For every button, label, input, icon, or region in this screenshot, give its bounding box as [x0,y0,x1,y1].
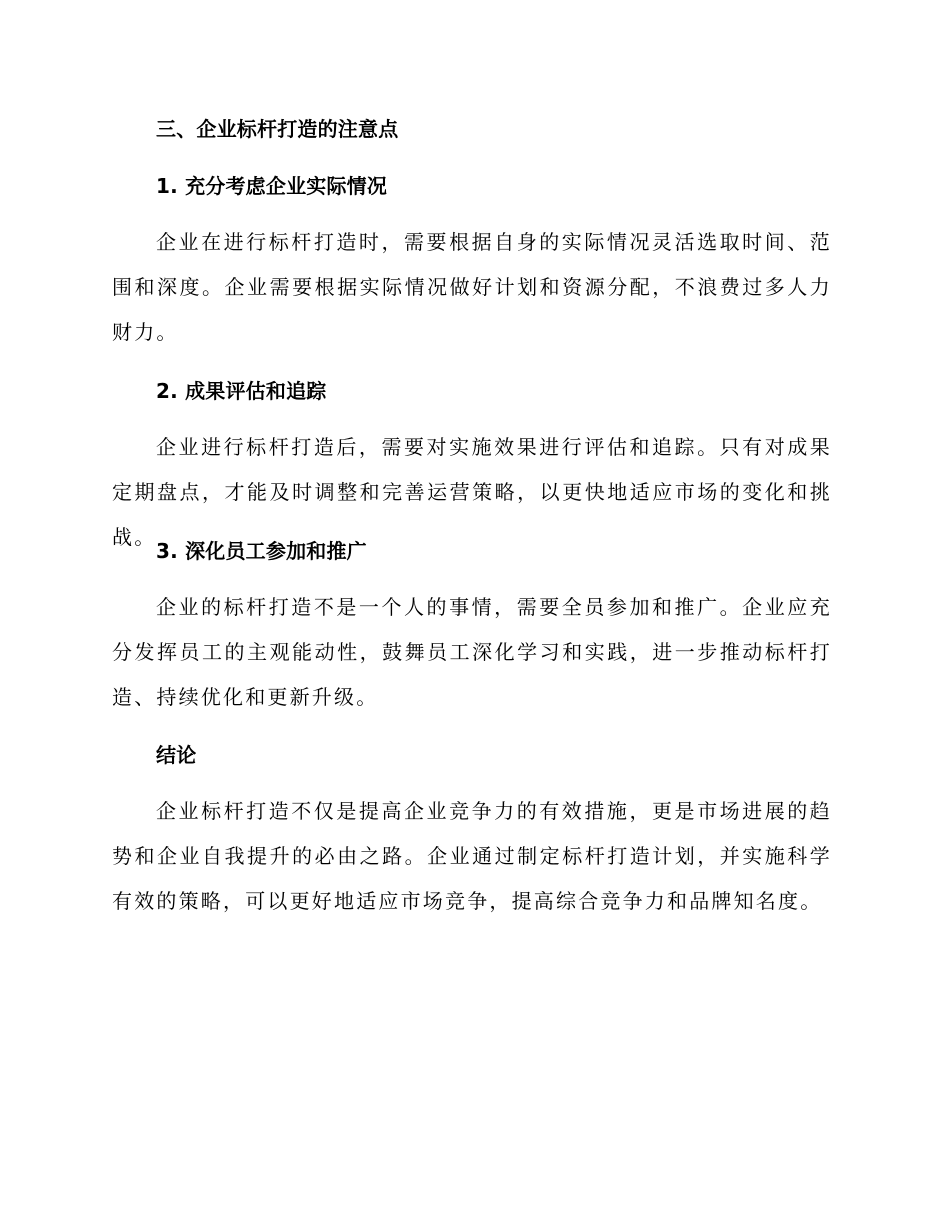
subsection-heading-2: 2. 成果评估和追踪 [156,379,327,403]
subsection-paragraph-1: 企业在进行标杆打造时，需要根据自身的实际情况灵活选取时间、范围和深度。企业需要根据实际情况做好计划和资源分配，不浪费过多人力财力。 [112,230,832,344]
subsection-heading-1: 1. 充分考虑企业实际情况 [156,174,388,198]
subsection-heading-3: 3. 深化员工参加和推广 [156,539,367,563]
subsection-paragraph-2: 企业进行标杆打造后，需要对实施效果进行评估和追踪。只有对成果定期盘点，才能及时调整和完善运营策略，以更快地适应市场的变化和挑战。 [112,435,832,549]
conclusion-heading: 结论 [156,743,197,767]
conclusion-paragraph: 企业标杆打造不仅是提高企业竞争力的有效措施，更是市场进展的趋势和企业自我提升的必由之路。企业通过制定标杆打造计划，并实施科学有效的策略，可以更好地适应市场竞争，提高综合竞争力和品牌知名度。 [112,799,832,913]
section-heading: 三、企业标杆打造的注意点 [156,117,399,141]
subsection-paragraph-3: 企业的标杆打造不是一个人的事情，需要全员参加和推广。企业应充分发挥员工的主观能动性，鼓舞员工深化学习和实践，进一步推动标杆打造、持续优化和更新升级。 [112,595,832,709]
